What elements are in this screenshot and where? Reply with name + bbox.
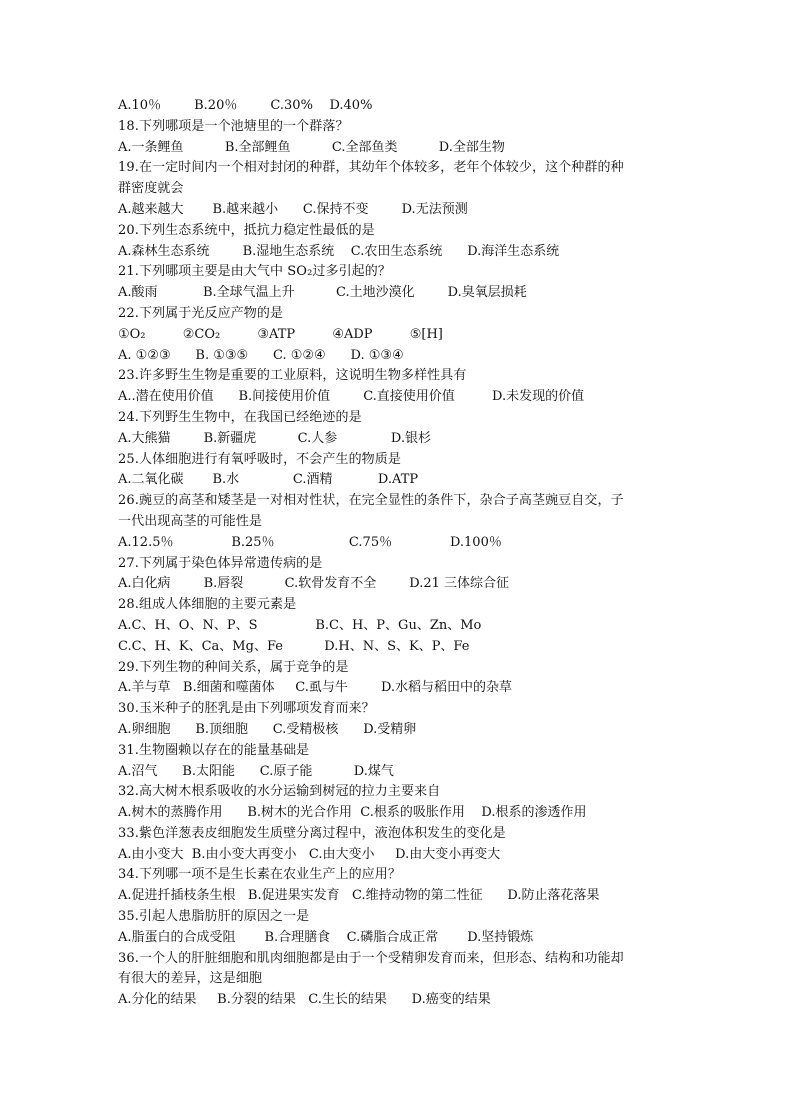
options-line-21: A.酸雨 B.全球气温上升 C.土地沙漠化 D.臭氧层损耗 — [118, 285, 527, 301]
exam-page — [118, 96, 678, 1011]
options-line-18: A.一条鲤鱼 B.全部鲤鱼 C.全部鱼类 D.全部生物 — [118, 139, 505, 155]
options-line-26: A.12.5％ B.25％ C.75％ D.100％ — [118, 534, 502, 550]
options-line-28b: C.C、H、K、Ca、Mg、Fe D.H、N、S、K、P、Fe — [118, 638, 470, 654]
question-19-cont: 群密度就会 — [118, 181, 184, 197]
question-19: 19.在一定时间内一个相对封闭的种群，其幼年个体较多，老年个体较少，这个种群的种 — [118, 160, 624, 176]
options-line-34: A.促进扦插枝条生根 B.促进果实发育 C.维持动物的第二性征 D.防止落花落果 — [118, 888, 600, 904]
question-26-cont: 一代出现高茎的可能性是 — [118, 513, 263, 529]
question-32: 32.高大树木根系吸收的水分运输到树冠的拉力主要来自 — [118, 784, 441, 800]
items-line-22: ①O₂ ②CO₂ ③ATP ④ADP ⑤[H] — [118, 326, 443, 342]
options-line-28a: A.C、H、O、N、P、S B.C、H、P、Gu、Zn、Mo — [118, 617, 482, 633]
options-line-22: A. ①②③ B. ①③⑤ C. ①②④ D. ①③④ — [118, 347, 404, 363]
question-23: 23.许多野生生物是重要的工业原料，这说明生物多样性具有 — [118, 368, 467, 384]
options-line-29: A.羊与草 B.细菌和噬菌体 C.虱与牛 D.水稻与稻田中的杂草 — [118, 680, 513, 696]
question-36-cont: 有很大的差异，这是细胞 — [118, 971, 263, 987]
options-line-27: A.白化病 B.唇裂 C.软骨发育不全 D.21 三体综合征 — [118, 576, 510, 592]
question-31: 31.生物圈赖以存在的能量基础是 — [118, 742, 310, 758]
question-35: 35.引起人患脂肪肝的原因之一是 — [118, 909, 310, 925]
question-26: 26.豌豆的高茎和矮茎是一对相对性状，在完全显性的条件下，杂合子高茎豌豆自交，子 — [118, 493, 624, 509]
question-36: 36.一个人的肝脏细胞和肌肉细胞都是由于一个受精卵发育而来，但形态、结构和功能却 — [118, 950, 624, 966]
options-line-19: A.越来越大 B.越来越小 C.保持不变 D.无法预测 — [118, 201, 468, 217]
options-line-36: A.分化的结果 B.分裂的结果 C.生长的结果 D.癌变的结果 — [118, 992, 491, 1008]
question-33: 33.紫色洋葱表皮细胞发生质壁分离过程中，液泡体积发生的变化是 — [118, 825, 506, 841]
question-30: 30.玉米种子的胚乳是由下列哪项发育而来？ — [118, 701, 375, 717]
options-line-17: A.10％ B.20％ C.30% D.40% — [118, 98, 373, 113]
options-line-20: A.森林生态系统 B.湿地生态系统 C.农田生态系统 D.海洋生态系统 — [118, 243, 560, 259]
question-21: 21.下列哪项主要是由大气中 SO₂过多引起的？ — [118, 264, 391, 280]
question-22: 22.下列属于光反应产物的是 — [118, 305, 284, 321]
question-34: 34.下列哪一项不是生长素在农业生产上的应用？ — [118, 867, 401, 883]
question-18: 18.下列哪项是一个池塘里的一个群落？ — [118, 118, 349, 134]
question-25: 25.人体细胞进行有氧呼吸时，不会产生的物质是 — [118, 451, 401, 467]
question-27: 27.下列属于染色体异常遗传病的是 — [118, 555, 323, 571]
question-24: 24.下列野生生物中，在我国已经绝迹的是 — [118, 409, 362, 425]
options-line-23: A..潜在使用价值 B.间接使用价值 C.直接使用价值 D.未发现的价值 — [118, 389, 585, 405]
options-line-31: A.沼气 B.太阳能 C.原子能 D.煤气 — [118, 763, 394, 779]
options-line-33: A.由小变大 B.由小变大再变小 C.由大变小 D.由大变小再变大 — [118, 846, 501, 862]
question-20: 20.下列生态系统中，抵抗力稳定性最低的是 — [118, 222, 375, 238]
question-29: 29.下列生物的种间关系，属于竞争的是 — [118, 659, 349, 675]
options-line-32: A.树木的蒸腾作用 B.树木的光合作用 C.根系的吸胀作用 D.根系的渗透作用 — [118, 805, 587, 821]
options-line-25: A.二氧化碳 B.水 C.酒精 D.ATP — [118, 472, 419, 488]
options-line-30: A.卵细胞 B.顶细胞 C.受精极核 D.受精卵 — [118, 721, 417, 737]
options-line-24: A.大熊猫 B.新疆虎 C.人参 D.银杉 — [118, 430, 432, 446]
options-line-35: A.脂蛋白的合成受阻 B.合理膳食 C.磷脂合成正常 D.坚持锻炼 — [118, 929, 534, 945]
question-28: 28.组成人体细胞的主要元素是 — [118, 597, 297, 613]
